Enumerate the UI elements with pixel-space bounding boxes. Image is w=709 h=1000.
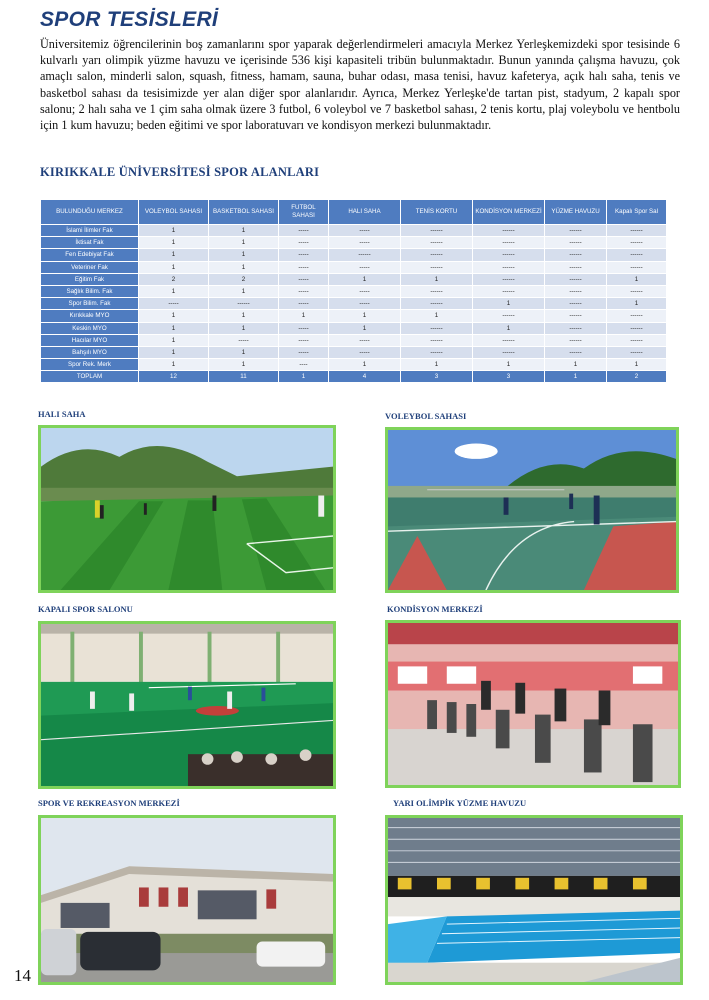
table-cell: ------ xyxy=(401,249,473,261)
table-cell: ----- xyxy=(279,285,329,297)
table-cell: 1 xyxy=(209,322,279,334)
table-row xyxy=(41,310,667,322)
location-cell: İslami İlimler Fak xyxy=(41,225,139,237)
total-cell: 4 xyxy=(329,371,401,383)
photo-caption: VOLEYBOL SAHASI xyxy=(385,411,467,421)
table-cell: ------ xyxy=(473,334,545,346)
total-cell: 3 xyxy=(401,371,473,383)
table-cell: ----- xyxy=(279,273,329,285)
table-cell: ------ xyxy=(607,322,667,334)
location-cell: İktisat Fak xyxy=(41,237,139,249)
total-cell: 1 xyxy=(545,371,607,383)
table-cell: ------ xyxy=(401,334,473,346)
table-cell: ----- xyxy=(139,298,209,310)
column-header: BULUNDUĞU MERKEZ xyxy=(41,200,139,225)
table-cell: 1 xyxy=(329,322,401,334)
total-cell: 3 xyxy=(473,371,545,383)
table-cell: ----- xyxy=(279,334,329,346)
table-cell: ------ xyxy=(545,298,607,310)
table-cell: ----- xyxy=(329,225,401,237)
table-cell: ----- xyxy=(279,346,329,358)
total-cell: 11 xyxy=(209,371,279,383)
sports-facilities-table xyxy=(40,199,667,383)
table-cell: ------ xyxy=(545,273,607,285)
column-header: HALI SAHA xyxy=(329,200,401,225)
location-cell: Spor Rek. Merk xyxy=(41,359,139,371)
table-header-row xyxy=(41,200,667,225)
table-row xyxy=(41,285,667,297)
table-cell: ------ xyxy=(607,310,667,322)
table-row xyxy=(41,249,667,261)
table-cell: 1 xyxy=(139,346,209,358)
table-cell: 2 xyxy=(209,273,279,285)
column-header: FUTBOL SAHASI xyxy=(279,200,329,225)
table-cell: 1 xyxy=(139,225,209,237)
table-cell: ------ xyxy=(401,346,473,358)
table-cell: ------ xyxy=(545,225,607,237)
table-cell: ------ xyxy=(473,249,545,261)
table-row xyxy=(41,322,667,334)
table-cell: ------ xyxy=(473,285,545,297)
column-header: KONDİSYON MERKEZİ xyxy=(473,200,545,225)
table-cell: 1 xyxy=(209,237,279,249)
table-cell: 1 xyxy=(607,273,667,285)
table-cell: ------ xyxy=(473,273,545,285)
table-cell: ----- xyxy=(329,334,401,346)
table-total-row xyxy=(41,371,667,383)
table-cell: ----- xyxy=(279,237,329,249)
total-cell: 1 xyxy=(279,371,329,383)
table-cell: 1 xyxy=(139,359,209,371)
table-cell: ------ xyxy=(473,310,545,322)
photo-caption: SPOR VE REKREASYON MERKEZİ xyxy=(38,798,180,808)
table-cell: 1 xyxy=(473,322,545,334)
football-pitch-photo xyxy=(38,425,336,593)
table-cell: ------ xyxy=(473,237,545,249)
table-row xyxy=(41,298,667,310)
table-cell: ----- xyxy=(209,334,279,346)
table-cell: ----- xyxy=(329,346,401,358)
page-title: SPOR TESİSLERİ xyxy=(40,8,219,31)
table-cell: 1 xyxy=(209,225,279,237)
photo-caption: KONDİSYON MERKEZİ xyxy=(387,604,483,614)
table-cell: ------ xyxy=(401,225,473,237)
location-cell: Eğitim Fak xyxy=(41,273,139,285)
table-cell: ------ xyxy=(607,237,667,249)
table-cell: ------ xyxy=(473,346,545,358)
sports-recreation-center-photo xyxy=(38,815,336,985)
table-row xyxy=(41,346,667,358)
column-header: VOLEYBOL SAHASI xyxy=(139,200,209,225)
table-row xyxy=(41,225,667,237)
table-cell: 2 xyxy=(139,273,209,285)
volleyball-court-photo xyxy=(385,427,679,593)
total-cell: 12 xyxy=(139,371,209,383)
location-cell: Kırıkkale MYO xyxy=(41,310,139,322)
table-cell: 1 xyxy=(209,261,279,273)
table-cell: 1 xyxy=(545,359,607,371)
table-cell: ------ xyxy=(545,237,607,249)
table-cell: 1 xyxy=(209,346,279,358)
table-row xyxy=(41,334,667,346)
location-cell: Spor Bilim. Fak xyxy=(41,298,139,310)
table-cell: 1 xyxy=(139,261,209,273)
table-cell: ----- xyxy=(329,285,401,297)
table-cell: 1 xyxy=(139,237,209,249)
table-cell: 1 xyxy=(473,298,545,310)
table-cell: ------ xyxy=(473,225,545,237)
location-cell: Bahşılı MYO xyxy=(41,346,139,358)
fitness-center-photo xyxy=(385,620,681,788)
table-cell: ----- xyxy=(279,298,329,310)
column-header: TENİS KORTU xyxy=(401,200,473,225)
indoor-sports-hall-photo xyxy=(38,621,336,789)
table-cell: 1 xyxy=(209,285,279,297)
table-cell: ------ xyxy=(607,346,667,358)
location-cell: Hacılar MYO xyxy=(41,334,139,346)
table-cell: 1 xyxy=(329,359,401,371)
total-label: TOPLAM xyxy=(41,371,139,383)
table-cell: ------ xyxy=(401,298,473,310)
table-row xyxy=(41,359,667,371)
table-cell: ----- xyxy=(279,225,329,237)
table-cell: ---- xyxy=(279,359,329,371)
intro-paragraph: Üniversitemiz öğrencilerinin boş zamanlarını spor yaparak değerlendirmeleri amacıyla Merkez Yerleşkemizdeki spor tesisinde 6 kulvarlı yarı olimpik yüzme havuzu ve içerisinde 536 kişi kapasiteli tribün bulunmaktadır. Bunun yanında çalışma havuzu, çok amaçlı salon, minderli salon, squash, fitness, hamam, sauna, buhar odası, masa tenisi, havuz kafeterya, açık halı saha, tenis ve basketbol sahası da tesisimizde yer alan diğer spor alanlarıdır. Ayrıca, Merkez Yerleşke'de tartan pist, stadyum, 2 kapalı spor salonu; 2 halı saha ve 1 çim saha olmak üzere 3 futbol, 6 voleybol ve 7 basketbol sahası, 2 tenis kortu, plaj voleybolu ve hentbolu için 1 kum havuzu; beden eğitimi ve spor laboratuvarı ve kondisyon merkezi bulunmaktadır. xyxy=(40,37,680,133)
table-cell: ------ xyxy=(401,285,473,297)
table-cell: 1 xyxy=(139,310,209,322)
page-number: 14 xyxy=(14,966,31,985)
photo-caption: KAPALI SPOR SALONU xyxy=(38,604,133,614)
table-cell: ------ xyxy=(401,322,473,334)
table-cell: ----- xyxy=(279,249,329,261)
table-cell: ------ xyxy=(401,261,473,273)
table-cell: 1 xyxy=(401,310,473,322)
table-title: KIRIKKALE ÜNİVERSİTESİ SPOR ALANLARI xyxy=(40,165,320,179)
table-cell: 1 xyxy=(401,359,473,371)
table-cell: 1 xyxy=(139,285,209,297)
table-cell: ----- xyxy=(329,261,401,273)
column-header: Kapalı Spor Sal xyxy=(607,200,667,225)
table-cell: 1 xyxy=(139,249,209,261)
table-cell: 1 xyxy=(329,310,401,322)
table-cell: ------ xyxy=(607,225,667,237)
table-cell: ----- xyxy=(279,322,329,334)
table-cell: ------ xyxy=(545,261,607,273)
table-cell: ------ xyxy=(607,249,667,261)
table-row xyxy=(41,237,667,249)
table-cell: ------ xyxy=(329,249,401,261)
column-header: BASKETBOL SAHASI xyxy=(209,200,279,225)
table-cell: 1 xyxy=(139,334,209,346)
location-cell: Keskin MYO xyxy=(41,322,139,334)
table-cell: 1 xyxy=(473,359,545,371)
table-cell: 1 xyxy=(401,273,473,285)
table-cell: ----- xyxy=(329,237,401,249)
swimming-pool-photo xyxy=(385,815,683,985)
table-cell: ------ xyxy=(473,261,545,273)
table-cell: ------ xyxy=(607,285,667,297)
table-cell: ------ xyxy=(607,261,667,273)
table-cell: ------ xyxy=(545,249,607,261)
table-cell: 1 xyxy=(607,359,667,371)
table-cell: ----- xyxy=(329,298,401,310)
location-cell: Fen Edebiyat Fak xyxy=(41,249,139,261)
table-cell: 1 xyxy=(209,249,279,261)
column-header: YÜZME HAVUZU xyxy=(545,200,607,225)
photo-caption: HALI SAHA xyxy=(38,409,86,419)
table-cell: 1 xyxy=(279,310,329,322)
table-cell: 1 xyxy=(607,298,667,310)
location-cell: Veteriner Fak xyxy=(41,261,139,273)
table-cell: ------ xyxy=(209,298,279,310)
table-cell: ------ xyxy=(545,346,607,358)
location-cell: Sağlık Bilim. Fak xyxy=(41,285,139,297)
table-cell: ------ xyxy=(545,322,607,334)
table-cell: ------ xyxy=(607,334,667,346)
table-cell: ------ xyxy=(545,285,607,297)
table-row xyxy=(41,261,667,273)
table-cell: ------ xyxy=(401,237,473,249)
table-cell: ------ xyxy=(545,310,607,322)
table-cell: 1 xyxy=(139,322,209,334)
photo-caption: YARI OLİMPİK YÜZME HAVUZU xyxy=(393,798,527,808)
table-cell: 1 xyxy=(209,359,279,371)
table-cell: 1 xyxy=(329,273,401,285)
table-cell: ------ xyxy=(545,334,607,346)
table-cell: ----- xyxy=(279,261,329,273)
total-cell: 2 xyxy=(607,371,667,383)
table-row xyxy=(41,273,667,285)
table-cell: 1 xyxy=(209,310,279,322)
